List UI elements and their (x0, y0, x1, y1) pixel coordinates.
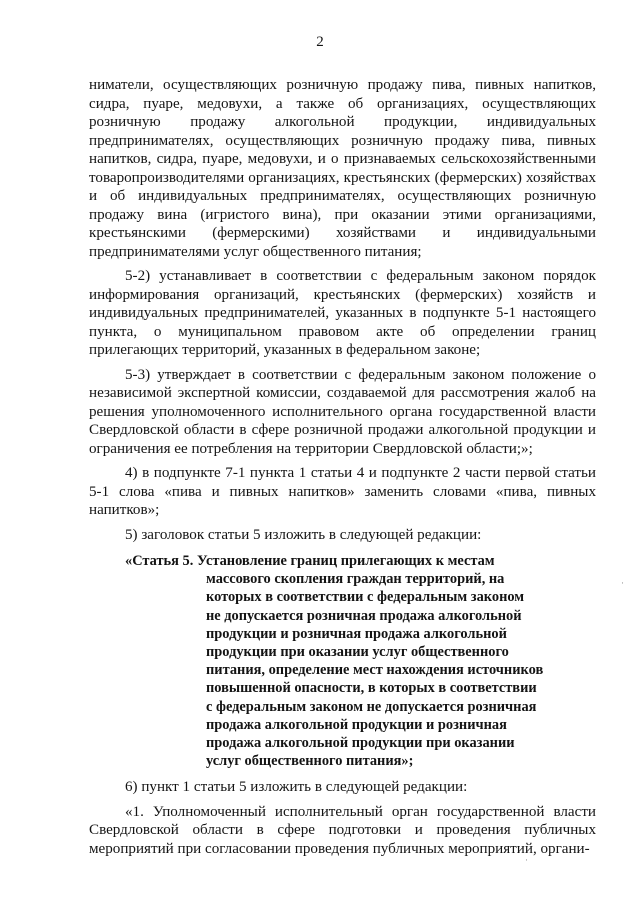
paragraph-item-4: 4) в подпункте 7-1 пункта 1 статьи 4 и подпункте 2 части первой статьи 5-1 слова «пива и пивных напитков» заменить словами «пива, пивных напитков»; (89, 465, 596, 518)
scan-speck: · (621, 578, 624, 588)
article-heading-line: услуг общественного питания»; (206, 753, 414, 770)
scan-speck: · (525, 855, 528, 865)
article-number: «Статья 5. (125, 553, 194, 569)
page-number: 2 (316, 34, 324, 50)
article-heading-line: продажа алкогольной продукции при оказании (206, 735, 515, 752)
document-body (89, 76, 596, 858)
paragraph-item-5: 5) заголовок статьи 5 изложить в следующей редакции: (125, 526, 482, 543)
article-heading-line: продукции и розничная продажа алкогольной (206, 625, 507, 642)
paragraph-item-6: 6) пункт 1 статьи 5 изложить в следующей редакции: (125, 779, 468, 796)
article-heading-continuation (206, 570, 566, 770)
article-heading-line: повышенной опасности, в которых в соответствии (206, 680, 537, 697)
article-heading-line: которых в соответствии с федеральным законом (206, 589, 525, 606)
paragraph-quoted-clause-1: «1. Уполномоченный исполнительный орган государственной власти Свердловской области в сфере подготовки и проведения публичных мероприятий при согласовании проведения публичных мероприятий, органи- (89, 803, 596, 857)
article-heading-line: массового скопления граждан территорий, на (206, 571, 505, 588)
paragraph-5-2: 5-2) устанавливает в соответствии с федеральным законом порядок информирования организаций, крестьянских (фермерских) хозяйств и индивидуальных предпринимателей, указанных в подпункте 5-1 настоящего пункта, о муниципальном правовом акте об определении границ прилегающих территорий, указанных в федеральном законе; (89, 268, 596, 358)
article-heading-line: питания, определение мест нахождения источников (206, 662, 544, 679)
article-heading-line: продукции при оказании услуг общественного (206, 644, 509, 661)
article-heading-line: продажа алкогольной продукции и розничная (206, 716, 507, 733)
paragraph-continuation: ниматели, осуществляющих розничную продажу пива, пивных напитков, сидра, пуаре, медовухи, а также об организациях, осуществляющих розничную продажу алкогольной продукции, индивидуальных предпринимателях, осуществляющих розничную продажу пива, пивных напитков, сидра, пуаре, медовухи, и о признаваемых сельскохозяйственными товаропроизводителями организациях, крестьянских (фермерских) хозяйствах и об индивидуальных предпринимателях, осуществляющих розничную продажу вина (игристого вина), при оказании этими организациями, крестьянскими (фермерскими) хозяйствами и индивидуальными предпринимателями услуг общественного питания; (89, 77, 596, 260)
article-heading-line: с федеральным законом не допускается розничная (206, 698, 537, 715)
paragraph-5-3: 5-3) утверждает в соответствии с федеральным законом положение о независимой экспертной комиссии, создаваемой для рассмотрения жалоб на решения уполномоченного исполнительного органа государственной власти Свердловской области в сфере розничной продажи алкогольной продукции и ограничения ее потребления на территории Свердловской области;»; (89, 366, 596, 457)
article-heading-first-line: Установление границ прилегающих к местам (196, 553, 495, 569)
article-heading-line: не допускается розничная продажа алкогольной (206, 607, 522, 624)
article-5-title-block (89, 552, 596, 570)
